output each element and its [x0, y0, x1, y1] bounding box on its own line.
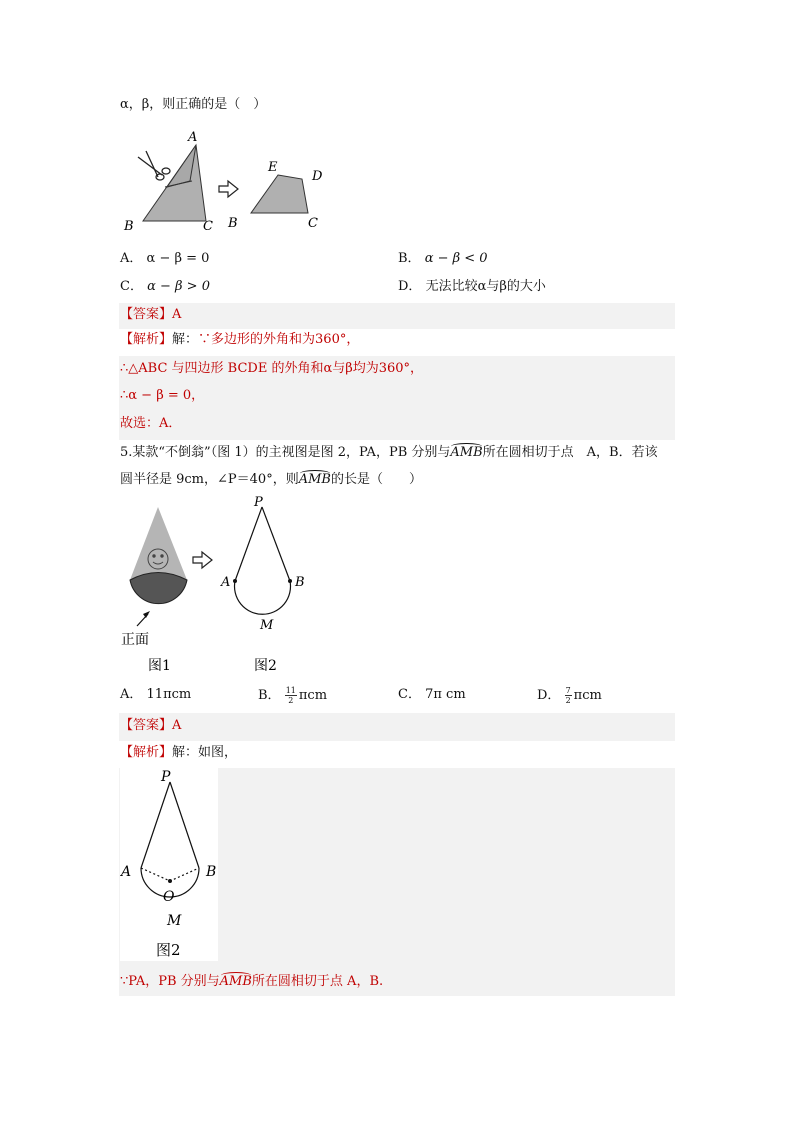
q5-analysis-figure [120, 765, 218, 961]
fig1-caption: 图1 [148, 658, 171, 674]
q4-option-a[interactable]: A． α − β = 0 [120, 251, 210, 266]
q5-option-d[interactable]: D． $\frac{7}{2}$ πcm [537, 686, 602, 705]
front-label: 正面 [121, 632, 149, 648]
label-e: E [268, 160, 278, 175]
label-d: D [312, 169, 323, 184]
label-m: M [167, 913, 182, 929]
tumbler-figure [130, 507, 187, 626]
q5-answer-band [119, 713, 675, 741]
label-a: A [121, 864, 132, 880]
quadrilateral-bcde [251, 175, 308, 213]
q5-option-c[interactable]: C． 7π cm [398, 687, 466, 702]
q5-analysis: 【解析】解：如图， [120, 745, 238, 760]
q4-option-b[interactable]: B． α − β < 0 [398, 251, 488, 266]
q5-stem-line-2: 圆半径是 9cm，∠P＝40°，则AMB的长是（ ） [120, 472, 422, 487]
label-b: B [206, 864, 217, 880]
q4-analysis-line-4: 故选：A． [120, 416, 182, 431]
q4-analysis: 【解析】解：∵多边形的外角和为360°， [120, 332, 360, 347]
q4-analysis-line-3: ∴α − β = 0， [120, 388, 205, 403]
q4-stem-tail: α，β，则正确的是（ ） [120, 97, 267, 112]
q4-answer: 【答案】A [120, 307, 182, 322]
q5-stem-line-1: 5.某款“不倒翁”（图 1）的主视图是图 2，PA，PB 分别与AMB所在圆相切于点 A，B．若该 [120, 445, 658, 460]
q5-analysis-line: ∵PA，PB 分别与AMB所在圆相切于点 A，B. [120, 974, 384, 989]
fig3-caption: 图2 [156, 941, 181, 959]
label-b: B [295, 575, 305, 590]
q4-option-d[interactable]: D． 无法比较α与β的大小 [398, 279, 546, 294]
arrow-icon [219, 181, 238, 197]
q4-option-c[interactable]: C． α − β > 0 [120, 279, 210, 294]
label-a: A [221, 575, 231, 590]
q4-analysis-line-2: ∴△ABC 与四边形 BCDE 的外角和α与β均为360°， [120, 361, 424, 376]
q5-answer: 【答案】A [120, 718, 182, 733]
label-b2: B [228, 216, 238, 231]
q5-option-b[interactable]: B． $\frac{11}{2}$ πcm [258, 686, 328, 705]
label-p: P [161, 769, 171, 785]
q4-figure [118, 125, 338, 235]
fig2-caption: 图2 [254, 658, 277, 674]
label-b: B [124, 219, 134, 234]
label-a: A [188, 130, 198, 145]
label-m: M [260, 618, 274, 633]
arrow-icon [193, 552, 212, 568]
label-c: C [203, 219, 213, 234]
scissors-icon [138, 151, 170, 180]
label-o: O [163, 889, 175, 905]
label-c2: C [308, 216, 318, 231]
q5-figures [115, 495, 315, 680]
tumbler-outline-figure [235, 507, 291, 614]
label-p: P [254, 495, 263, 510]
q5-option-a[interactable]: A． 11πcm [120, 687, 192, 702]
q4-answer-band [119, 303, 675, 329]
